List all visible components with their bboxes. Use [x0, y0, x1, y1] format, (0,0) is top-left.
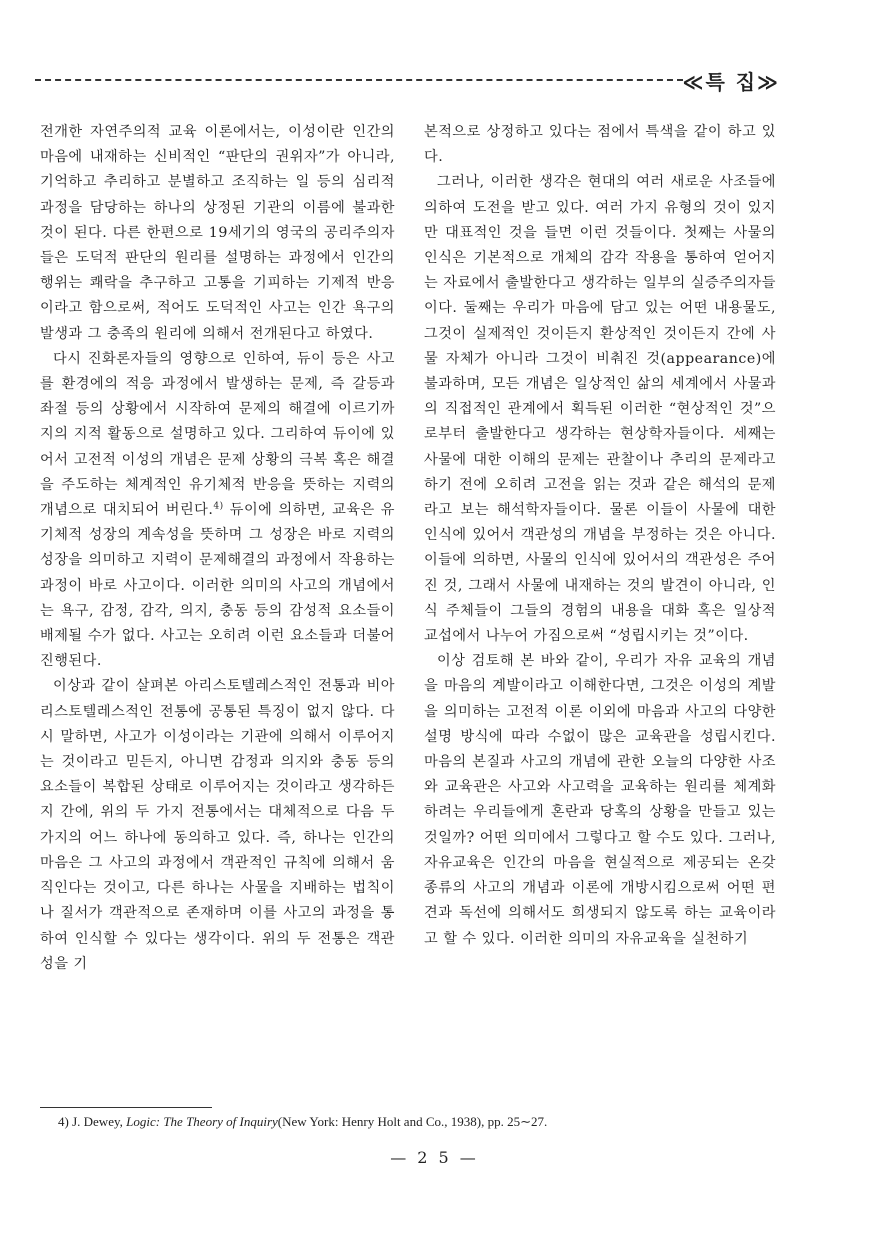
paragraph: 본적으로 상정하고 있다는 점에서 특색을 같이 하고 있다.	[424, 124, 776, 166]
header-dashed-rule	[35, 79, 683, 81]
footnote-rule	[40, 1107, 212, 1108]
page-number: — 2 5 —	[390, 1148, 479, 1167]
footnote-number: 4)	[58, 1114, 69, 1129]
paragraph: 이상 검토해 본 바와 같이, 우리가 자유 교육의 개념을 마음의 계발이라고 이해한다면, 그것은 이성의 계발을 의미하는 고전적 이론 이외에 마음과 사고의 다양한 설명 방식에 따라 수없이 많은 교육관을 성립시킨다. 마음의 본질과 사고의 개념에 관한 오늘의 다양한 사조와 교육관은 사고와 사고력을 교육하는 원리를 체계화하려는 우리들에게 혼란과 당혹의 상황을 만들고 있는 것일까? 어떤 의미에서 그렇다고 할 수도 있다. 그러나, 자유교육은 인간의 마음을 현실적으로 제공되는 온갖 종류의 사고의 개념과 이론에 개방시킴으로써 어떤 편견과 독선에 의해서도 희생되지 않도록 하는 교육이라고 할 수 있다. 이러한 의미의 자유교육을 실천하기	[424, 653, 776, 947]
footnote	[58, 1113, 778, 1131]
section-title: ≪특 집≫	[682, 70, 780, 94]
paragraph: 이상과 같이 살펴본 아리스토텔레스적인 전통과 비아리스토텔레스적인 전통에 공통된 특징이 없지 않다. 다시 말하면, 사고가 이성이라는 기관에 의해서 이루어지는 것이라고 믿든지, 아니면 감정과 의지와 충동 등의 요소들이 복합된 상태로 이루어지는 것이라고 생각하든지 간에, 위의 두 가지 전통에서는 대체적으로 다음 두 가지의 어느 하나에 동의하고 있다. 즉, 하나는 인간의 마음은 그 사고의 과정에서 객관적인 규칙에 의해서 움직인다는 것이고, 다른 하나는 사물을 지배하는 법칙이나 질서가 객관적으로 존재하며 이를 사고의 과정을 통하여 인식할 수 있다는 생각이다. 위의 두 전통은 객관성을 기	[40, 678, 395, 972]
footnote-book-title: Logic: The Theory of Inquiry	[126, 1114, 278, 1129]
right-column	[424, 120, 776, 952]
paragraph-text: 듀이에 의하면, 교육은 유기체적 성장의 계속성을 뜻하며 그 성장은 바로 지력의 성장을 의미하고 지력이 문제해결의 과정에서 작용하는 과정이 바로 사고이다. 이러한 의미의 사고의 개념에서는 욕구, 감정, 감각, 의지, 충동 등의 감성적 요소들이 배제될 수가 없다. 사고는 오히려 이런 요소들과 더불어 진행된다.	[40, 502, 395, 670]
footnote-details: (New York: Henry Holt and Co., 1938), pp. 25∼27.	[277, 1114, 548, 1129]
footnote-reference: 4)	[213, 501, 224, 512]
running-header	[35, 66, 780, 96]
paragraph: 그러나, 이러한 생각은 현대의 여러 새로운 사조들에 의하여 도전을 받고 있다. 여러 가지 유형의 것이 있지만 대표적인 것을 들면 이런 것들이다. 첫째는 사물의 인식은 기본적으로 개체의 감각 작용을 통하여 얻어지는 자료에서 출발한다고 생각하는 일부의 실증주의자들이다. 둘째는 우리가 마음에 담고 있는 어떤 내용물도, 그것이 실제적인 것이든지 환상적인 것이든지 간에 사물 자체가 아니라 그것이 비춰진 것(appearance)에 불과하며, 모든 개념은 일상적인 삶의 세계에서 사물과의 직접적인 관계에서 획득된 이러한 “현상적인 것”으로부터 출발한다고 생각하는 현상학자들이다. 세째는 사물에 대한 이해의 문제는 관찰이나 추리의 문제라고 하기 전에 오히려 고전을 읽는 것과 같은 해석의 문제라고 보는 해석학자들이다. 물론 이들이 사물에 대한 인식에 있어서 객관성의 개념을 부정하는 것은 아니다. 이들에 의하면, 사물의 인식에 있어서의 객관성은 주어진 것, 그래서 사물에 내재하는 것의 발견이 아니라, 인식 주체들이 그들의 경험의 내용을 대화 혹은 일상적 교섭에서 나누어 가짐으로써 “성립시키는 것”이다.	[424, 174, 776, 645]
paragraph: 전개한 자연주의적 교육 이론에서는, 이성이란 인간의 마음에 내재하는 신비적인 “판단의 권위자”가 아니라, 기억하고 추리하고 분별하고 조직하는 일 등의 심리적 과정을 담당하는 하나의 상정된 기관의 이름에 불과한 것이 된다. 다른 한편으로 19세기의 영국의 공리주의자들은 도덕적 판단의 원리를 설명하는 과정에서 인간의 행위는 쾌락을 추구하고 고통을 기피하는 기제적 반응이라고 함으로써, 적어도 도덕적인 사고는 인간 욕구의 발생과 그 충족의 원리에 의해서 전개된다고 하였다.	[40, 124, 395, 342]
paragraph	[40, 347, 395, 675]
paragraph-text: 다시 진화론자들의 영향으로 인하여, 듀이 등은 사고를 환경에의 적응 과정에서 발생하는 문제, 즉 갈등과 좌절 등의 상황에서 시작하여 문제의 해결에 이르기까지의 지적 활동으로 설명하고 있다. 그리하여 듀이에 있어서 고전적 이성의 개념은 문제 상황의 극복 혹은 해결을 주도하는 체계적인 유기체적 반응을 뜻하는 지력의 개념으로 대치되어 버린다.	[40, 350, 395, 519]
left-column	[40, 120, 395, 977]
footnote-author: J. Dewey,	[72, 1114, 123, 1129]
